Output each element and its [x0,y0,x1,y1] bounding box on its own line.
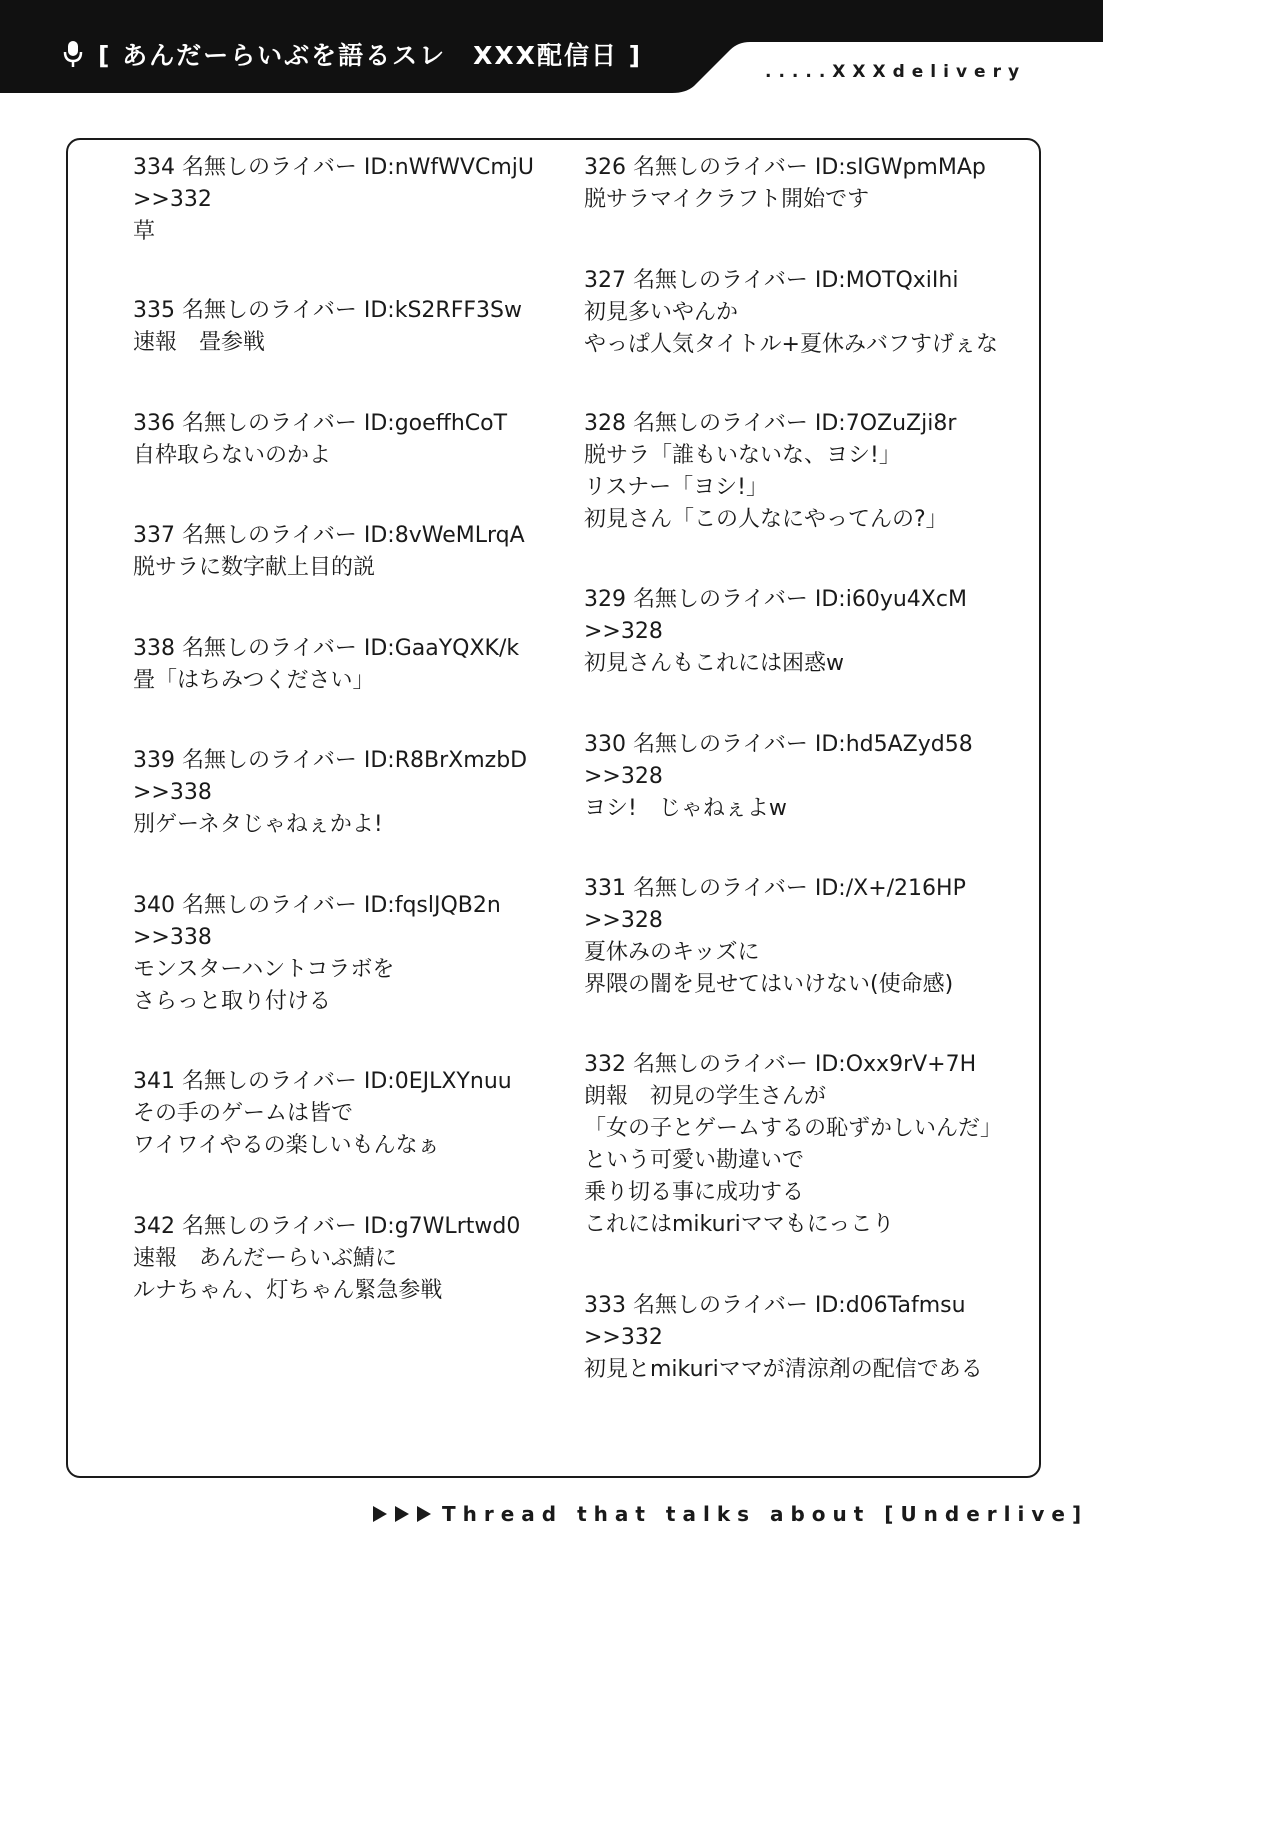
reply-anchor[interactable]: >>328 [584,764,663,789]
microphone-icon [62,39,84,69]
post-header: 332 名無しのライバー ID:Oxx9rV+7H [584,1052,977,1077]
thread-post [133,295,522,359]
reply-anchor[interactable]: >>328 [584,619,663,644]
reply-anchor[interactable]: >>338 [133,925,212,950]
thread-post [584,1049,1002,1241]
post-body-line: 初見さん「この人なにやってんの?」 [584,507,948,532]
reply-anchor[interactable]: >>328 [584,908,663,933]
post-header: 339 名無しのライバー ID:R8BrXmzbD [133,748,528,773]
post-body-line: モンスターハントコラボを [133,957,395,982]
post-header: 341 名無しのライバー ID:0EJLXYnuu [133,1069,512,1094]
post-body-line: 朗報 初見の学生さんが [584,1084,827,1109]
post-body-line: やっぱ人気タイトル+夏休みバフすげぇな [584,332,998,357]
header-subtitle: .....XXXdelivery [765,62,1027,82]
post-header: 342 名無しのライバー ID:g7WLrtwd0 [133,1214,521,1239]
arrow-icon [416,1505,432,1523]
thread-post [584,729,973,825]
post-body-line: これにはmikuriママもにっこり [584,1212,895,1237]
post-body-line: 初見とmikuriママが清涼剤の配信である [584,1357,983,1382]
post-header: 334 名無しのライバー ID:nWfWVCmjU [133,155,534,180]
post-body-line: 脱サラ「誰もいないな、ヨシ!」 [584,443,901,468]
post-body-line: その手のゲームは皆で [133,1101,354,1126]
reply-anchor[interactable]: >>338 [133,780,212,805]
post-body-line: 脱サラマイクラフト開始です [584,187,870,212]
post-body-line: 脱サラに数字献上目的説 [133,555,376,580]
post-header: 331 名無しのライバー ID:/X+/216HP [584,876,966,901]
post-body-line: 初見さんもこれには困惑w [584,651,844,676]
arrow-icon [372,1505,388,1523]
thread-post [133,633,519,697]
post-header: 338 名無しのライバー ID:GaaYQXK/k [133,636,520,661]
post-body-line: 「女の子とゲームするの恥ずかしいんだ」 [584,1116,1003,1141]
post-header: 330 名無しのライバー ID:hd5AZyd58 [584,732,973,757]
post-body-line: さらっと取り付ける [133,989,332,1014]
post-header: 340 名無しのライバー ID:fqslJQB2n [133,893,501,918]
thread-post [133,520,525,584]
post-body-line: ヨシ! じゃねぇよw [584,796,787,821]
post-header: 328 名無しのライバー ID:7OZuZji8r [584,411,957,436]
post-body-line: ルナちゃん、灯ちゃん緊急参戦 [133,1278,443,1303]
thread-post [133,890,501,1018]
post-header: 336 名無しのライバー ID:goeffhCoT [133,411,508,436]
thread-post [584,873,966,1001]
triple-arrow-icon [372,1505,432,1523]
post-header: 327 名無しのライバー ID:MOTQxiIhi [584,268,959,293]
post-body-line: 乗り切る事に成功する [584,1180,805,1205]
post-header: 335 名無しのライバー ID:kS2RFF3Sw [133,298,522,323]
thread-post [584,1290,983,1386]
post-header: 329 名無しのライバー ID:i60yu4XcM [584,587,967,612]
thread-post [133,745,527,841]
thread-post [584,265,998,361]
arrow-icon [394,1505,410,1523]
post-body-line: 草 [133,219,156,244]
post-body-line: 速報 畳参戦 [133,330,266,355]
post-body-line: という可愛い勘違いで [584,1148,805,1173]
thread-post [133,152,534,248]
post-body-line: 別ゲーネタじゃねぇかよ! [133,812,383,837]
header-title [62,34,642,74]
post-body-line: 畳「はちみつください」 [133,668,375,693]
thread-post [133,408,507,472]
thread-post [584,584,967,680]
post-header: 333 名無しのライバー ID:d06Tafmsu [584,1293,966,1318]
footer [372,1500,1088,1528]
post-body-line: 界隈の闇を見せてはいけない(使命感) [584,972,954,997]
reply-anchor[interactable]: >>332 [133,187,212,212]
reply-anchor[interactable]: >>332 [584,1325,663,1350]
thread-post [133,1211,520,1307]
post-body-line: 自枠取らないのかよ [133,443,332,468]
post-body-line: 夏休みのキッズに [584,940,760,965]
post-body-line: 速報 あんだーらいぶ鯖に [133,1246,398,1271]
post-header: 337 名無しのライバー ID:8vWeMLrqA [133,523,525,548]
post-body-line: ワイワイやるの楽しいもんなぁ [133,1133,440,1158]
thread-post [133,1066,512,1162]
post-header: 326 名無しのライバー ID:sIGWpmMAp [584,155,986,180]
thread-title: [ あんだーらいぶを語るスレ XXX配信日 ] [98,41,643,70]
thread-post [584,408,956,536]
post-body-line: 初見多いやんか [584,300,739,325]
thread-post [584,152,986,216]
footer-text: Thread that talks about [Underlive] [442,1502,1089,1526]
post-body-line: リスナー「ヨシ!」 [584,475,768,500]
